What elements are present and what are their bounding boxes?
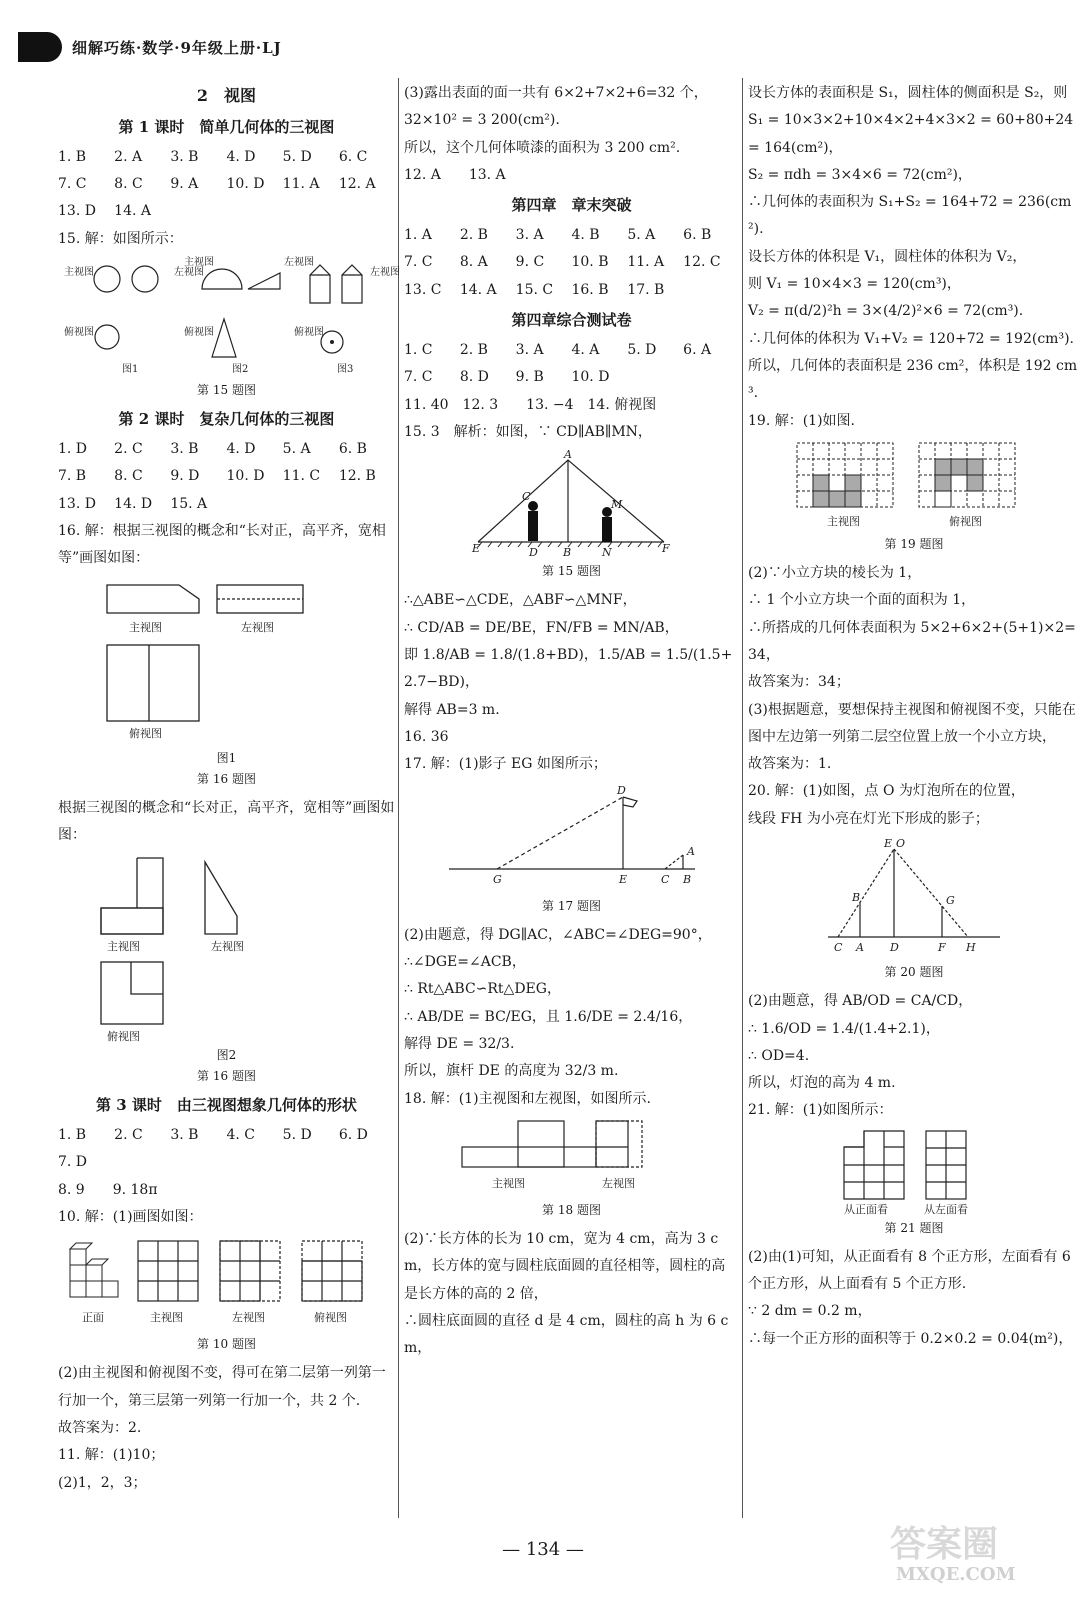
fig16a-caption: 第 16 题图 (197, 771, 256, 786)
svg-text:D: D (890, 941, 899, 955)
lesson2-title: 第 2 课时 复杂几何体的三视图 (118, 410, 335, 429)
text-line: 解得 AB=3 m. (404, 701, 500, 718)
text-line: 所以，几何体的表面积是 236 cm²，体积是 192 cm³. (748, 357, 1078, 402)
answer: 4. C (226, 1127, 256, 1143)
fig20-caption: 第 20 题图 (884, 965, 944, 980)
text-line: (2)∵小立方块的棱长为 1， (748, 565, 922, 582)
text-line: ∴△ABE∽△CDE，△ABF∽△MNF， (404, 592, 637, 609)
text-line: ∴ Rt△ABC∽Rt△DEG， (404, 981, 561, 998)
front-view-grid (138, 1241, 198, 1301)
answer: 2. B (459, 342, 488, 359)
circle-dot (330, 340, 334, 344)
answer: 9. C (515, 254, 545, 271)
text-line: 即 1.8/AB = 1.8/(1.8+BD)，1.5/AB = 1.5/(1.5+2.7−BD)， (404, 647, 733, 691)
svg-text:F: F (661, 542, 670, 556)
answer: 9. A (170, 176, 199, 193)
answer: 4. D (226, 441, 256, 458)
pentagon-shape (310, 265, 330, 303)
answer: 5. D (282, 1127, 312, 1143)
cube (86, 1281, 102, 1297)
answer: 11. A (282, 176, 320, 193)
answer: 7. C (58, 176, 87, 193)
fig15-caption: 第 15 题图 (197, 382, 256, 397)
answer: 3. B (170, 1127, 199, 1143)
front-view-shape (101, 858, 163, 934)
svg-text:D: D (616, 783, 626, 797)
answer: 6. D (338, 1127, 368, 1143)
answer: 11. A (627, 254, 665, 271)
q16b-text: 根据三视图的概念和“长对正，高平齐，宽相等”画图如图： (58, 800, 395, 844)
text-line: ∴ OD=4. (748, 1047, 810, 1064)
semicircle-shape (202, 269, 242, 289)
answer: 5. D (627, 342, 657, 359)
text-line: S₁ = 10×3×2+10×4×2+4×3×2 = 60+80+24 = 164(cm²)， (748, 112, 1074, 156)
fig-15-three-views (62, 256, 400, 377)
fig-16-1 (87, 577, 367, 747)
top-view-frame (302, 1241, 362, 1301)
grid-lines (926, 1131, 966, 1199)
svg-text:G: G (946, 894, 955, 908)
fig-10-cubes-views (62, 1235, 392, 1331)
q15-text: 15. 解：如图所示： (58, 230, 183, 247)
answer: 2. C (114, 1127, 143, 1143)
fig-21-views (834, 1129, 994, 1215)
fig-label: 左视图 (210, 939, 244, 953)
q11-text: 11. 解：(1)10； (58, 1447, 165, 1464)
text-line: (3)露出表面的面一共有 6×2+7×2+6=32 个， (404, 85, 708, 101)
answer: 15. C (515, 281, 554, 298)
svg-text:C: C (660, 872, 669, 886)
q16-text: 16. 解：根据三视图的概念和“长对正，高平齐，宽相等”画图如图： (58, 523, 386, 567)
answer: 8. D (459, 369, 489, 386)
front-view-shape (107, 585, 199, 613)
cube (70, 1265, 86, 1281)
side-view-frame (220, 1241, 280, 1301)
text-line: ∴几何体的体积为 V₁+V₂ = 120+72 = 192(cm³). (748, 330, 1074, 347)
q10-text: 10. 解：(1)画图如图： (58, 1208, 203, 1225)
person-figures (528, 501, 612, 542)
fig-label: 俯视图 (106, 1029, 140, 1043)
fig-15-similar-triangles (472, 450, 672, 558)
answer: 5. A (282, 441, 311, 458)
filled-cells (813, 459, 983, 507)
fig-label: 主视图 (128, 620, 162, 634)
fig16b-num: 图2 (216, 1047, 237, 1062)
fig-label: 主视图 (491, 1176, 525, 1190)
fig17-caption: 第 17 题图 (542, 898, 601, 913)
svg-text:H: H (966, 941, 976, 955)
answer: 10. D (571, 369, 610, 386)
q20-text: 20. 解：(1)如图，点 O 为灯泡所在的位置， (748, 783, 1025, 800)
answer-7: 7. D (58, 1154, 88, 1171)
text-line: 设长方体的体积是 V₁，圆柱体的体积为 V₂， (748, 248, 1027, 265)
text-line: 所以，这个几何体喷漆的面积为 3 200 cm². (404, 139, 681, 156)
answer: 1. D (58, 441, 88, 458)
q15-text: 15. 3 解析：如图，∵ CD∥AB∥MN， (404, 423, 652, 440)
front-view-cylinder (518, 1121, 564, 1167)
answer: 5. A (627, 227, 656, 244)
fig-label: 主视图 (827, 514, 860, 528)
text-line: 线段 FH 为小亮在灯光下形成的影子； (748, 810, 989, 827)
text-line: ∴ 1.6/OD = 1.4/(1.4+2.1)， (748, 1020, 940, 1037)
fig-label: 正面 (81, 1311, 104, 1325)
text-line: 则 V₁ = 10×4×3 = 120(cm³)， (748, 276, 961, 293)
cube (70, 1249, 86, 1265)
chapter-answers (404, 222, 739, 304)
page-header (18, 32, 578, 66)
answer: 7. B (58, 468, 87, 485)
q18-text: 18. 解：(1)主视图和左视图，如图所示. (404, 1090, 651, 1107)
fig-20-lamp (824, 837, 1004, 959)
answer: 8. C (114, 176, 143, 193)
q10-part2: (2)由主视图和俯视图不变，得可在第二层第一列第一行加一个，第三层第一列第一行加一个，共 2 个. (58, 1365, 386, 1409)
answer: 4. D (226, 148, 256, 165)
svg-text:C: C (834, 941, 843, 955)
svg-text:D: D (528, 546, 538, 560)
fig-18-views (452, 1117, 692, 1197)
answer-16: 16. 36 (404, 728, 449, 745)
text-line: ∴∠DGE=∠ACB， (404, 954, 526, 971)
answer: 12. A (338, 176, 376, 193)
svg-text:A: A (856, 941, 864, 955)
fig19-caption: 第 19 题图 (884, 536, 944, 551)
answer: 17. B (627, 281, 665, 298)
q11-part2: (2)1，2，3； (58, 1474, 147, 1491)
column-2 (404, 80, 739, 1362)
q21-text: 21. 解：(1)如图所示： (748, 1102, 893, 1119)
svg-text:E: E (618, 872, 627, 886)
text-line: ∵ 2 dm = 0.2 m， (748, 1303, 872, 1320)
fig-16-2 (87, 854, 367, 1044)
top-view-shape (107, 645, 199, 721)
fig-label: 俯视图 (949, 514, 982, 528)
text-line: S₂ = πdh = 3×4×6 = 72(cm²)， (748, 166, 972, 183)
lesson2-answers (58, 436, 395, 518)
text-line: 解得 DE = 32/3. (404, 1035, 515, 1052)
answer: 8. 9 (58, 1181, 85, 1198)
answer: 9. B (515, 369, 544, 386)
column-3 (748, 80, 1080, 1353)
fig10-caption: 第 10 题图 (197, 1337, 256, 1352)
answer: 3. B (170, 441, 199, 458)
fig-label: 左视图 (240, 620, 274, 634)
header-tab (18, 32, 62, 62)
page-number: — 134 — (502, 1539, 584, 1560)
text-line: 设长方体的表面积是 S₁，圆柱体的侧面积是 S₂，则 (748, 85, 1068, 101)
answer: 8. A (459, 254, 488, 271)
answer: 14. 俯视图 (587, 396, 657, 413)
chapter-title: 第四章 章末突破 (511, 196, 632, 215)
shadow-ray (497, 797, 623, 869)
svg-text:G: G (492, 872, 502, 886)
answer: 4. B (571, 227, 600, 244)
circle-shape (132, 266, 158, 292)
svg-text:F: F (938, 941, 946, 955)
cube (70, 1281, 86, 1297)
svg-text:E: E (884, 837, 893, 851)
answer: 9. D (170, 468, 200, 485)
watermark-url: MXQE.COM (896, 1564, 1016, 1585)
text-line: 32×10² = 3 200(cm²). (404, 112, 560, 129)
triangle-shape (478, 460, 664, 542)
lesson1-answers (58, 144, 395, 226)
answer: 13. D (58, 203, 96, 220)
section-title: 2 视图 (196, 86, 257, 105)
answer: 11. 40 (404, 396, 449, 413)
front-view-base (101, 908, 163, 934)
line (131, 962, 163, 994)
fig-label: 俯视图 (63, 326, 94, 338)
point-labels (493, 784, 695, 886)
grid-lines (302, 1241, 362, 1301)
text-line: ∴每一个正方形的面积等于 0.2×0.2 = 0.04(m²)， (748, 1330, 1073, 1347)
fig15-caption: 第 15 题图 (542, 564, 601, 579)
fig16b-caption: 第 16 题图 (197, 1068, 256, 1083)
fig-label: 左视图 (601, 1176, 635, 1190)
text-line: V₂ = π(d/2)²h = 3×(4/2)²×6 = 72(cm³). (748, 303, 1024, 320)
svg-text:N: N (601, 546, 612, 560)
answer: 6. C (338, 148, 368, 165)
svg-text:B: B (682, 872, 691, 886)
answer: 2. B (459, 227, 488, 244)
answer: 3. A (515, 227, 544, 244)
fig-19-grid-views (789, 439, 1039, 531)
grid-lines (220, 1241, 280, 1301)
light-ray (838, 849, 894, 937)
column-1 (58, 80, 400, 1497)
fig-label: 主视图 (149, 1311, 183, 1325)
answer: 12. A (404, 166, 441, 183)
answer: 12. 3 (462, 396, 499, 413)
text-line: 故答案为：1. (748, 756, 832, 773)
answer: 10. B (571, 254, 609, 271)
svg-text:O: O (896, 837, 906, 851)
answer: 5. D (282, 148, 312, 165)
fig-label: 主视图 (183, 256, 214, 268)
header-title: 细解巧练·数学·9年级上册·LJ (72, 39, 282, 57)
column-divider-1 (398, 78, 399, 1518)
answer: 3. B (170, 148, 199, 165)
cube (86, 1265, 102, 1281)
watermark-text: 答案圈 (890, 1523, 999, 1565)
answer: 11. C (282, 468, 321, 485)
answer: 13. D (58, 495, 96, 512)
svg-text:M: M (610, 498, 622, 512)
answer: 9. 18π (112, 1181, 158, 1198)
text-line: ∴几何体的表面积为 S₁+S₂ = 164+72 = 236(cm²). (748, 194, 1072, 238)
answer: 7. C (404, 254, 433, 271)
light-ray (894, 849, 968, 937)
fig-label: 左视图 (231, 1311, 265, 1325)
fig-label: 左视图 (369, 266, 400, 278)
fig18-caption: 第 18 题图 (542, 1202, 601, 1217)
triangle-shape (248, 273, 280, 289)
grid-lines (844, 1131, 904, 1199)
answer: 14. A (459, 281, 497, 298)
svg-text:B: B (562, 546, 571, 560)
fig-label: 俯视图 (313, 1311, 347, 1325)
triangle-shape (212, 319, 236, 357)
fig-label: 从左面看 (924, 1202, 968, 1216)
test-title: 第四章综合测试卷 (511, 311, 632, 330)
fig-17-flagpole (447, 783, 697, 893)
svg-text:E: E (471, 542, 480, 556)
answer: 13. C (404, 281, 442, 298)
fig-label: 左视图 (283, 256, 314, 268)
text-line: ∴圆柱底面圆的直径 d 是 4 cm，圆柱的高 h 为 6 cm， (404, 1312, 729, 1357)
answers-12-13 (404, 162, 739, 189)
fig-label: 图1 (121, 363, 138, 375)
answer: 1. A (404, 227, 432, 244)
cube (102, 1281, 118, 1297)
lesson1-title: 第 1 课时 简单几何体的三视图 (118, 117, 335, 136)
answer: 12. C (683, 254, 721, 271)
text-line: 故答案为：34； (748, 674, 850, 691)
side-view-shape (596, 1121, 628, 1167)
fig-label: 俯视图 (183, 326, 214, 338)
answer: 13. A (468, 166, 506, 183)
circle-shape (94, 266, 120, 292)
text-line: ∴所搭成的几何体表面积为 5×2+6×2+(5+1)×2=34， (748, 619, 1076, 663)
flag-shape (623, 797, 637, 807)
answer: 3. A (515, 342, 544, 359)
svg-text:C: C (521, 490, 530, 504)
fig-label: 俯视图 (128, 726, 162, 740)
answer: 1. B (58, 148, 87, 165)
fig16a-num: 图1 (216, 750, 237, 765)
fig-label: 主视图 (106, 939, 140, 953)
fig21-caption: 第 21 题图 (884, 1220, 944, 1235)
answer: 16. B (571, 281, 609, 298)
grid-lines (138, 1241, 198, 1301)
fig-label: 主视图 (63, 266, 94, 278)
test-fill-answers (404, 392, 739, 419)
svg-text:A: A (563, 448, 572, 462)
q10-answer: 故答案为：2. (58, 1419, 142, 1436)
test-answers (404, 337, 739, 392)
answer: 10. D (226, 468, 265, 485)
answer: 14. D (114, 495, 153, 512)
fig-label: 从正面看 (844, 1202, 888, 1216)
text-line: ∴ AB/DE = BC/EG，且 1.6/DE = 2.4/16， (404, 1008, 693, 1025)
answer: 6. B (338, 441, 367, 458)
text-line: (2)∵长方体的长为 10 cm，宽为 4 cm，高为 3 cm，长方体的宽与圆柱底面圆的直径相等，圆柱的高是长方体的高的 2 倍， (404, 1230, 726, 1302)
pentagon-shape (342, 265, 362, 303)
column-divider-2 (742, 78, 743, 1518)
side-view-shape (205, 862, 237, 934)
text-line: (2)由题意，得 DG∥AC，∠ABC=∠DEG=90°， (404, 926, 712, 943)
q19-text: 19. 解：(1)如图. (748, 412, 855, 429)
answer: 15. A (170, 495, 208, 512)
fig-label: 俯视图 (293, 326, 324, 338)
answer: 2. C (114, 441, 143, 458)
text-line: ∴ CD/AB = DE/BE，FN/FB = MN/AB， (404, 619, 679, 636)
fig-label: 图2 (231, 363, 248, 375)
fig-label: 图3 (336, 363, 353, 375)
answer: 8. C (114, 468, 143, 485)
answer: 12. B (338, 468, 376, 485)
shadow-ray (665, 855, 683, 869)
lesson3-answers (58, 1122, 395, 1149)
answer: 2. A (114, 148, 143, 165)
answer-8-9 (58, 1177, 395, 1204)
circle-shape (95, 325, 119, 349)
watermark-logo (882, 1512, 1062, 1586)
side-view-frame (596, 1121, 642, 1167)
answer: 4. A (571, 342, 600, 359)
answer: 10. D (226, 176, 265, 193)
answer: 14. A (114, 203, 151, 220)
text-line: (3)根据题意，要想保持主视图和俯视图不变，只能在图中左边第一列第二层空位置上放一个小立方块， (748, 701, 1076, 745)
answer: 1. B (58, 1127, 87, 1143)
text-line: (2)由(1)可知，从正面看有 8 个正方形，左面看有 6 个正方形，从上面看有 5 个正方形. (748, 1248, 1071, 1293)
top-view-shape (101, 962, 163, 1024)
text-line: (2)由题意，得 AB/OD = CA/CD， (748, 993, 973, 1010)
text-line: 所以，灯泡的高为 4 m. (748, 1075, 896, 1092)
lesson3-title: 第 3 课时 由三视图想象几何体的形状 (96, 1096, 357, 1114)
answer: 6. B (683, 227, 712, 244)
svg-text:B: B (852, 891, 861, 905)
text-line: 所以，旗杆 DE 的高度为 32/3 m. (404, 1063, 619, 1080)
text-line: ∴ 1 个小立方块一个面的面积为 1， (748, 592, 976, 609)
answer: 1. C (404, 342, 433, 359)
front-view-base (462, 1147, 596, 1167)
svg-text:A: A (686, 844, 695, 858)
answer: 6. A (683, 342, 712, 359)
answer: 7. C (404, 369, 433, 386)
fig-label: 左视图 (173, 266, 204, 278)
answer: 13. −4 (526, 396, 574, 413)
q17-text: 17. 解：(1)影子 EG 如图所示； (404, 756, 607, 773)
